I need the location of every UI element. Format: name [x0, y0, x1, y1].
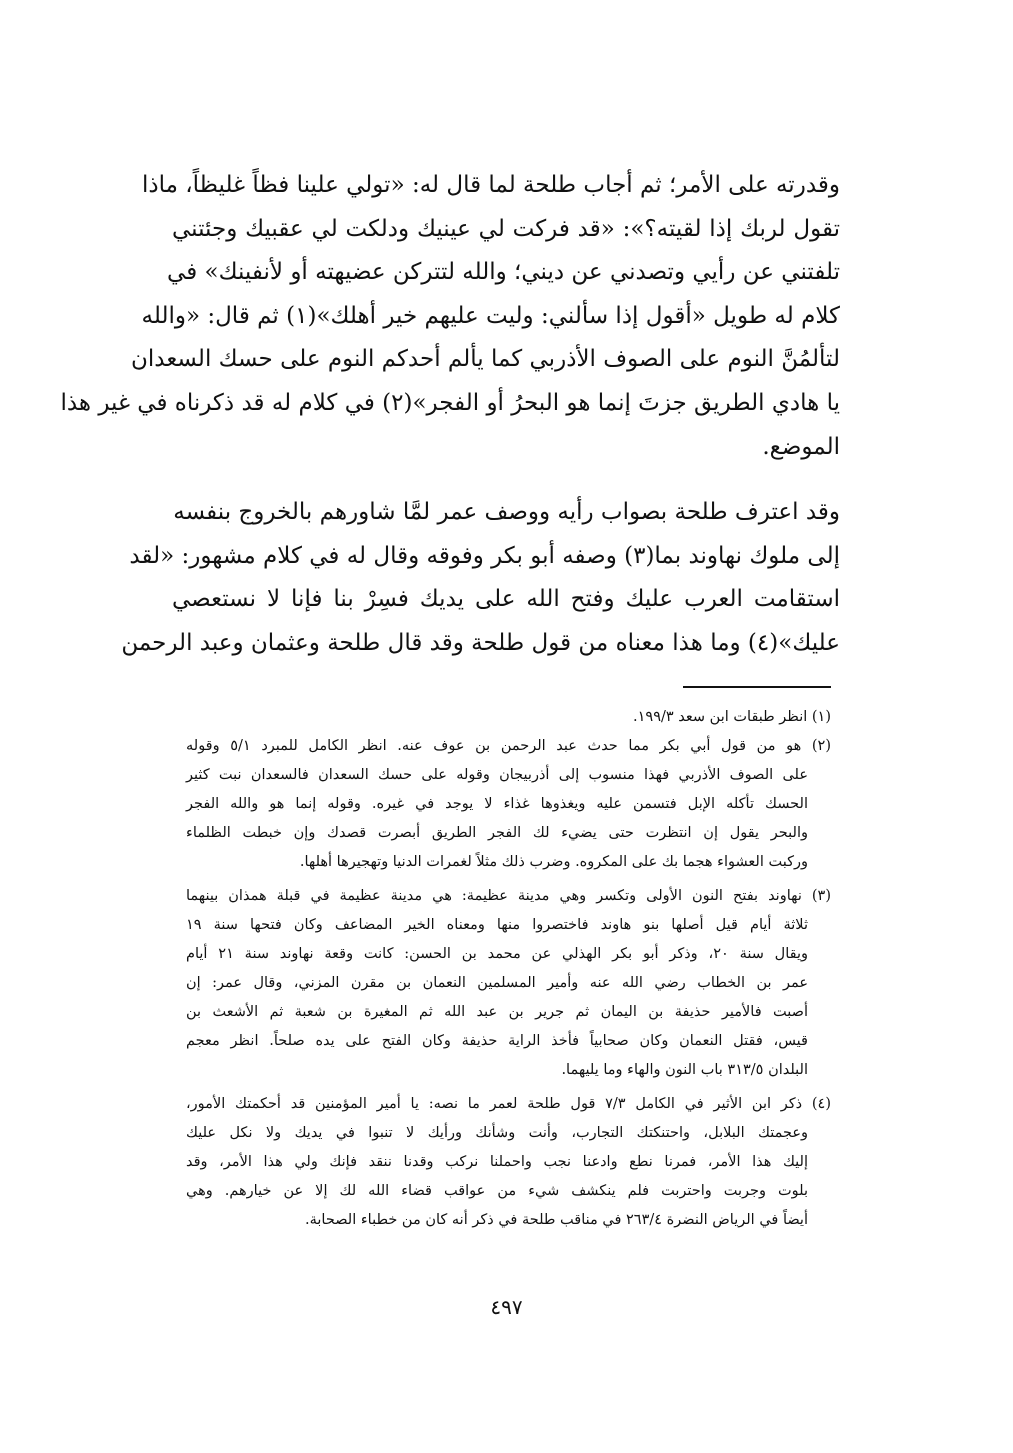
body-text-line: عليك»(٤) وما هذا معناه من قول طلحة وقد قال طلحة وعثمان وعبد الرحمن — [121, 630, 840, 656]
footnote-line: إليك هذا الأمر، فمرنا نطع وادعنا نجب واحملنا نركب وقدنا ننقد فإنك ولي هذا الأمر، وقد — [186, 1154, 808, 1170]
body-text-line: كلام له طويل «أقول إذا سألني: وليت عليهم خير أهلك»(١) ثم قال: «والله — [141, 303, 840, 329]
footnote-line: وعجمتك البلابل، واحتنكتك التجارب، وأنت وشأنك ورأيك لا تنبوا في يديك ولا نكل عليك — [186, 1125, 808, 1141]
body-text-line: يا هادي الطريق جزتَ إنما هو البحرُ أو الفجر»(٢) في كلام له قد ذكرناه في غير هذا — [60, 390, 840, 416]
footnote-line: على الصوف الأذربي فهذا منسوب إلى أذربيجان وقوله على حسك السعدان فالسعدان نبت كثير — [186, 767, 808, 783]
body-text-line: وقدرته على الأمر؛ ثم أجاب طلحة لما قال له: «تولي علينا فظاً غليظاً، ماذا — [141, 172, 840, 198]
body-text-line: تلفتني عن رأيي وتصدني عن ديني؛ والله لتتركن عضيهته أو لأنفينك» في — [167, 259, 840, 285]
body-text-line: استقامت العرب عليك وفتح الله على يديك فسِرْ بنا فإنا لا نستعصي — [172, 586, 840, 612]
footnote-line: البلدان ٣١٣/٥ باب النون والهاء وما يليهما. — [561, 1062, 808, 1078]
footnote-line: (٢) هو من قول أبي بكر مما حدث عبد الرحمن بن عوف عنه. انظر الكامل للمبرد ٥/١ وقوله — [186, 738, 831, 754]
body-text-line: الموضع. — [762, 434, 840, 460]
body-text-line: إلى ملوك نهاوند بما(٣) وصفه أبو بكر وفوقه وقال له في كلام مشهور: «لقد — [129, 543, 840, 569]
page-number: ٤٩٧ — [490, 1295, 523, 1319]
footnote-line: أصبت فالأمير حذيفة بن اليمان ثم جرير بن عبد الله ثم المغيرة بن شعبة ثم الأشعث بن — [186, 1004, 808, 1020]
footnote-line: ثلاثة أيام قيل أصلها بنو هاوند فاختصروا منها ومعناه الخير المضاعف وكان فتحها سنة ١٩ — [186, 917, 808, 933]
body-text-line: لتألمُنَّ النوم على الصوف الأذربي كما يألم أحدكم النوم على حسك السعدان — [130, 346, 840, 372]
footnote-line: (٣) نهاوند بفتح النون الأولى وتكسر وهي مدينة عظيمة: هي مدينة عظيمة في قبلة همذان بينهما — [186, 888, 831, 904]
body-text-line: وقد اعترف طلحة بصواب رأيه ووصف عمر لمَّا شاورهم بالخروج بنفسه — [173, 499, 840, 525]
footnote-line: عمر بن الخطاب رضي الله عنه وأمير المسلمين النعمان بن مقرن المزني، وقال عمر: إن — [186, 975, 808, 991]
body-text-line: تقول لربك إذا لقيته؟»: «قد فركت لي عينيك ودلكت لي عقبيك وجئتني — [172, 216, 840, 242]
footnote-line: (١) انظر طبقات ابن سعد ١٩٩/٣. — [633, 709, 831, 725]
footnote-separator — [683, 686, 831, 688]
footnote-line: قيس، فقتل النعمان وكان صحابياً فأخذ الراية حذيفة وكان الفتح على يده صلحاً. انظر معجم — [186, 1033, 808, 1049]
footnote-line: وركبت العشواء هجما بك على المكروه. وضرب ذلك مثلاً لغمرات الدنيا وتهجيرها أهلها. — [299, 854, 808, 870]
footnote-line: (٤) ذكر ابن الأثير في الكامل ٧/٣ قول طلحة لعمر ما نصه: يا أمير المؤمنين قد أحكمتك الأمور، — [186, 1096, 831, 1112]
footnote-line: الحسك تأكله الإبل فتسمن عليه ويغذوها غذاء لا يوجد في غيره. وقوله إنما هو والله الفجر — [186, 796, 808, 812]
footnote-line: أيضاً في الرياض النضرة ٢٦٣/٤ في مناقب طلحة في ذكر أنه كان من خطباء الصحابة. — [305, 1212, 808, 1228]
footnote-line: بلوت وجربت واحتربت فلم ينكشف شيء من عواقب قضاء الله لك إلا عن خيارهم. وهي — [186, 1183, 808, 1199]
footnote-line: ويقال سنة ٢٠، وذكر أبو بكر الهذلي عن محمد بن الحسن: كانت وقعة نهاوند سنة ٢١ أيام — [186, 946, 809, 962]
footnote-line: والبحر يقول إن انتظرت حتى يضيء لك الفجر الطريق أبصرت قصدك وإن خبطت الظلماء — [186, 825, 808, 841]
